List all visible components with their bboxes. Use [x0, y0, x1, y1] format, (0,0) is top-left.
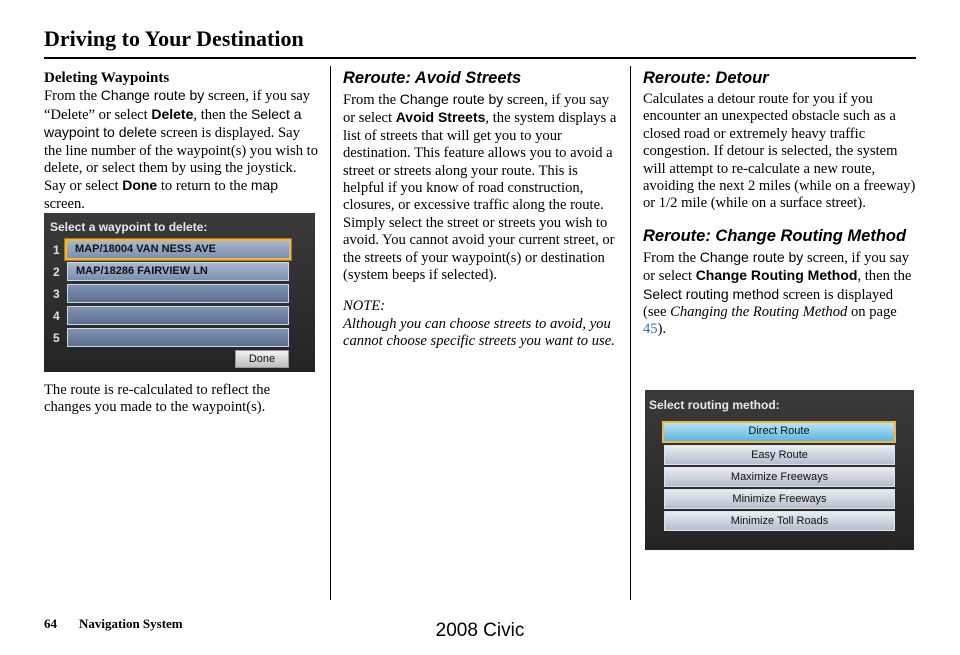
column-divider-2	[630, 66, 631, 600]
screen-title: Select a waypoint to delete:	[50, 220, 208, 234]
maximize-freeways-option[interactable]: Maximize Freeways	[664, 467, 895, 487]
page-number: 64	[44, 616, 57, 631]
page-link[interactable]: 45	[643, 321, 658, 338]
note-label: NOTE:	[343, 298, 386, 315]
footer-title: Navigation System	[79, 616, 183, 631]
row-number: 5	[53, 331, 60, 345]
avoid-streets-heading: Reroute: Avoid Streets	[343, 69, 522, 87]
screen-title: Select routing method:	[649, 398, 780, 412]
column-1	[44, 70, 319, 213]
easy-route-option[interactable]: Easy Route	[664, 445, 895, 465]
column-3	[643, 68, 918, 339]
detour-heading: Reroute: Detour	[643, 69, 769, 87]
waypoint-delete-screen	[44, 213, 315, 372]
waypoint-row-2[interactable]: MAP/18286 FAIRVIEW LN	[67, 262, 289, 281]
deleting-waypoints-paragraph: From the Change route by screen, if you say “Delete” or select Delete, then the Select a waypoint to delete screen is displayed. Say the line number of the waypoint(s) you wish to delete, or select them by using the joystick. Say or select Done to return to the map screen.	[44, 87, 318, 212]
routing-method-screen	[645, 390, 914, 550]
waypoint-row-5[interactable]	[67, 328, 289, 347]
row-number: 3	[53, 287, 60, 301]
header-rule	[44, 57, 916, 59]
watermark: 2008 Civic	[435, 620, 525, 641]
done-button[interactable]: Done	[235, 350, 289, 368]
avoid-streets-paragraph: From the Change route by screen, if you say or select Avoid Streets, the system displays a list of streets that will get you to your destination. This feature allows you to avoid a street or streets along your route. This is helpful if you know of road construction, closures, or excessive traffic along the route. Simply select the street or streets you wish to avoid. You cannot avoid your current street, or the streets of your waypoint(s) or destination (system beeps if selected).	[343, 91, 617, 284]
column-2	[343, 68, 621, 351]
row-number: 1	[53, 243, 60, 257]
minimize-toll-roads-option[interactable]: Minimize Toll Roads	[664, 511, 895, 531]
waypoint-row-4[interactable]	[67, 306, 289, 325]
waypoint-row-1[interactable]: MAP/18004 VAN NESS AVE	[65, 239, 291, 260]
minimize-freeways-option[interactable]: Minimize Freeways	[664, 489, 895, 509]
change-routing-heading: Reroute: Change Routing Method	[643, 226, 907, 245]
recalc-paragraph: The route is re-calculated to reflect the changes you made to the waypoint(s).	[44, 382, 271, 416]
row-number: 2	[53, 265, 60, 279]
direct-route-option[interactable]: Direct Route	[662, 421, 896, 443]
column-divider-1	[330, 66, 331, 600]
page-header-title: Driving to Your Destination	[44, 26, 304, 51]
waypoint-row-3[interactable]	[67, 284, 289, 303]
change-routing-paragraph: From the Change route by screen, if you say or select Change Routing Method, then the Select routing method screen is displayed (see Changing the Routing Method on page 45).	[643, 248, 912, 338]
row-number: 4	[53, 309, 60, 323]
deleting-waypoints-heading: Deleting Waypoints	[44, 70, 170, 86]
detour-paragraph: Calculates a detour route for you if you encounter an unexpected obstacle such as a closed road or extremely heavy traffic congestion. If detour is selected, the system will attempt to re-calculate a new route, avoiding the next 2 miles (while on a freeway) or 1/2 mile (while on a surface street).	[643, 91, 916, 212]
note-text: Although you can choose streets to avoid, you cannot choose specific streets you want to use.	[343, 315, 615, 350]
